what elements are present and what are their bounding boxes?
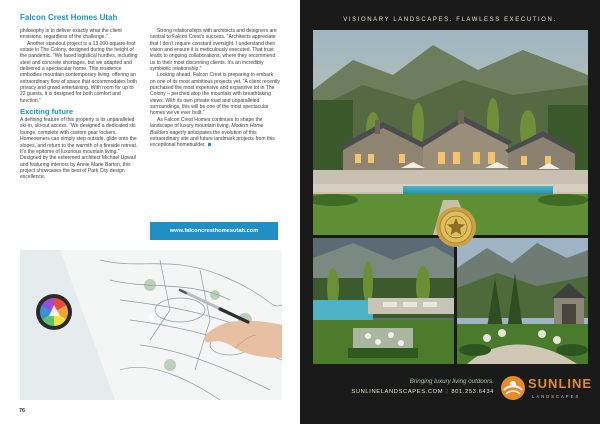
estate-illustration <box>313 30 588 235</box>
paragraph: A defining feature of this property is its unparalleled ski-in, ski-out access. “We designed a dedicated ski lounge, complete with custom gear lockers. Homeowners can simply step outside, glide onto the slopes, and return to the warmth of a fireside retreat. It’s the epitome of luxurious mountain living.” Designed by the esteemed architect Michael Upwall and featuring interiors by Annie Marie Barton, this project showcases the best of Park City design excellence. <box>20 117 138 181</box>
section-heading: Falcon Crest Homes Utah <box>20 13 118 22</box>
website-link[interactable]: www.falconcresthomesutah.com <box>150 222 278 240</box>
garden-gazebo-photo <box>454 238 588 364</box>
website-link[interactable]: SUNLINELANDSCAPES.COM <box>351 389 444 395</box>
end-mark-icon <box>208 143 212 147</box>
advertisement-page <box>300 0 600 424</box>
paragraph: Looking ahead, Falcon Crest is preparing to embark on one of its most ambitious projects yet. “A client recently purchased the most expensive and expansive lot in The Colony – perched atop the mountain with breathtaking views. With its own private road and unparalleled surroundings, this will be one of the most spectacular homes we’ve ever built.” <box>150 72 280 117</box>
subheading: Exciting future <box>20 107 74 117</box>
pool-patio-photo <box>313 238 463 364</box>
award-badge-icon <box>435 206 477 248</box>
paragraph-text: As Falcon Crest Homes continues to shape the landscape of luxury mountain living, <box>150 116 263 130</box>
ad-tagline: VISIONARY LANDSCAPES. FLAWLESS EXECUTION. <box>343 17 557 23</box>
logo-wordmark: SUNLINE <box>528 376 593 391</box>
contact-line <box>330 389 494 395</box>
sketch-illustration <box>20 250 282 400</box>
footer-tagline: Bringing luxury living outdoors. <box>409 378 494 385</box>
paragraph <box>150 117 280 149</box>
phone-number: 801.253.6434 <box>451 389 494 395</box>
paragraph: Strong relationships with architects and designers are central to Falcon Crest’s success. “Architects appreciate that I don’t require constant oversight. I understand their vision and ensure it is meticulously executed. That trust leads to ongoing collaborations, where they recommend us to their most discerning clients. It’s an incredibly symbiotic relationship.” <box>150 28 277 73</box>
estate-hero-photo <box>313 30 588 235</box>
logo-subtitle: LANDSCAPES <box>532 394 581 399</box>
sunline-logo-icon <box>500 375 526 401</box>
publication-name: Modern Home Builders <box>150 123 264 136</box>
paragraph: philosophy is to deliver exactly what the client envisions, regardless of the challenge.” <box>20 28 122 41</box>
paragraph: Another standout project is a 13,000-square-foot estate in The Colony, designed during the height of the pandemic. “We faced logistical hurdles, including steel and concrete shortages, but we adapted and delivered a spectacular home. This residence embodies mountain contemporary living, offering an extraordinary flow of space that accommodates both privacy and grand entertaining. With room for up to 22 guests, it is designed for both comfort and function.” <box>20 40 138 104</box>
separator: | <box>446 389 449 395</box>
paragraph-text: eagerly anticipates the evolution of this extraordinary site and future landmark projects from this exceptional homebuilder. <box>150 129 275 149</box>
architect-sketch-photo <box>20 250 282 400</box>
page-number: 76 <box>19 408 26 414</box>
garden-illustration <box>457 238 588 364</box>
text-column-right <box>150 28 280 149</box>
text-column-left <box>20 28 140 181</box>
pool-illustration <box>313 238 463 364</box>
